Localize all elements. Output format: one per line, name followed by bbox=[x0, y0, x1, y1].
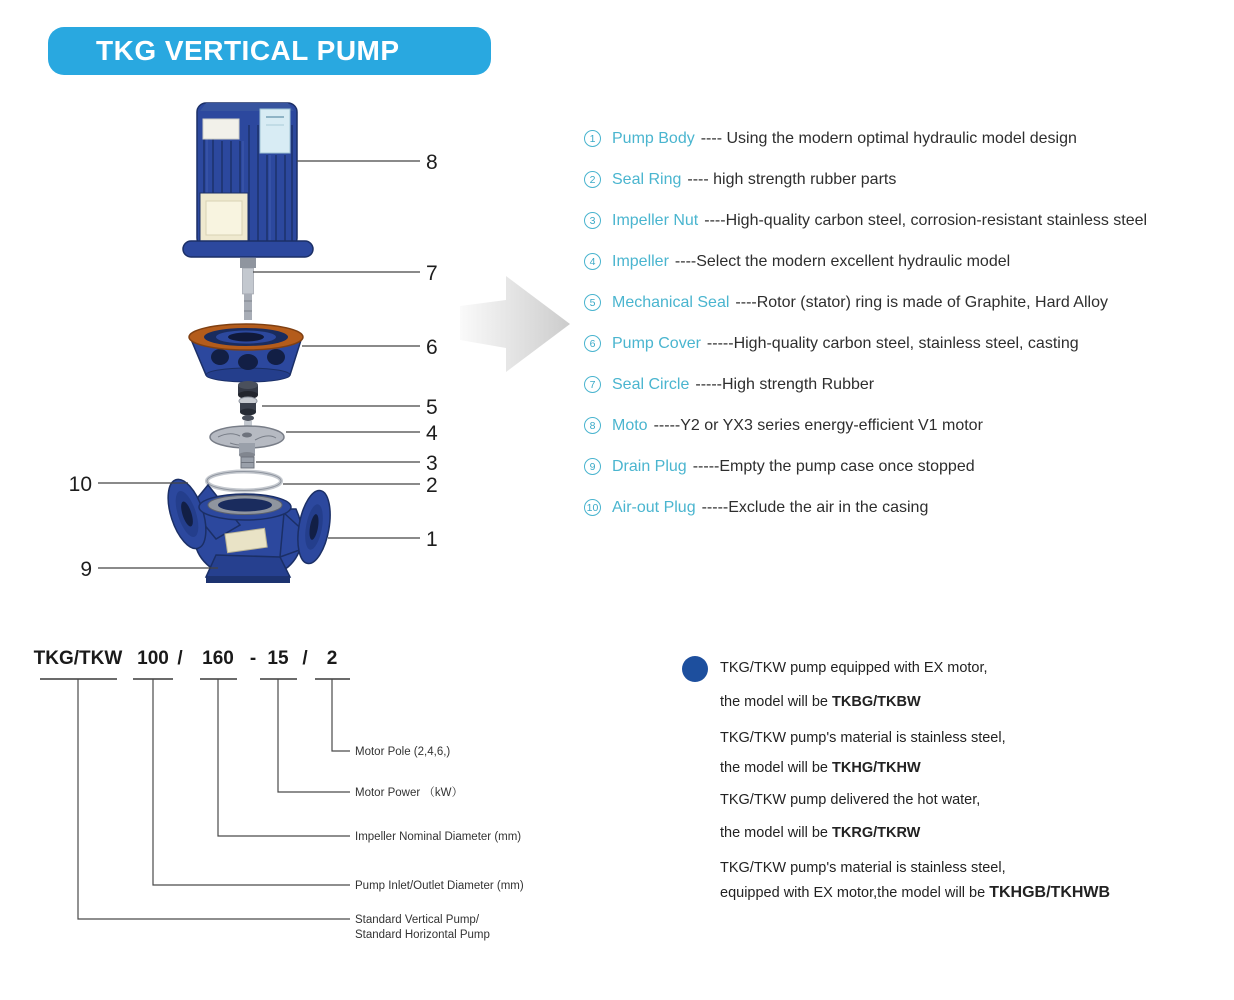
part-description: ----Rotor (stator) ring is made of Graphite, Hard Alloy bbox=[735, 293, 1108, 311]
mechanical-seal bbox=[238, 381, 258, 421]
part-row-2 bbox=[584, 159, 1234, 200]
label-pump-type-2: Standard Horizontal Pump bbox=[355, 929, 490, 941]
part-name: Impeller bbox=[612, 252, 669, 270]
part-name: Seal Circle bbox=[612, 375, 690, 393]
part-row-4 bbox=[584, 241, 1234, 282]
callout-8: 8 bbox=[426, 151, 438, 174]
note-text: the model will be bbox=[720, 760, 833, 776]
part-row-3 bbox=[584, 200, 1234, 241]
code-inlet: 100 bbox=[137, 648, 169, 669]
callout-6: 6 bbox=[426, 336, 438, 359]
code-sep-2: - bbox=[249, 648, 257, 669]
motor-illustration bbox=[183, 103, 313, 257]
part-name: Moto bbox=[612, 416, 648, 434]
label-inlet-diameter: Pump Inlet/Outlet Diameter (mm) bbox=[355, 880, 524, 892]
part-description: ---- high strength rubber parts bbox=[687, 170, 897, 188]
model-notes bbox=[672, 652, 1172, 922]
code-connectors bbox=[78, 679, 350, 919]
part-description: ----High-quality carbon steel, corrosion-resistant stainless steel bbox=[704, 211, 1148, 229]
part-row-5 bbox=[584, 282, 1234, 323]
note-3-line-1: TKG/TKW pump delivered the hot water, bbox=[720, 792, 981, 808]
code-sep-3: / bbox=[302, 648, 308, 669]
impeller-nut bbox=[241, 457, 254, 468]
model-code-diagram bbox=[20, 630, 620, 960]
note-3-line-2 bbox=[720, 823, 920, 843]
callout-2: 2 bbox=[426, 474, 438, 497]
part-number-badge: 6 bbox=[584, 335, 601, 352]
seal-ring bbox=[207, 472, 281, 491]
note-2-line-2 bbox=[720, 758, 921, 778]
part-description: -----Empty the pump case once stopped bbox=[692, 457, 975, 475]
part-number-badge: 8 bbox=[584, 417, 601, 434]
motor-shaft bbox=[240, 258, 256, 320]
note-model-code: TKHGB/TKHWB bbox=[989, 884, 1111, 901]
part-number-badge: 1 bbox=[584, 130, 601, 147]
note-text: the model will be bbox=[720, 694, 833, 710]
impeller bbox=[210, 421, 284, 458]
title-banner bbox=[48, 27, 491, 75]
note-model-code: TKBG/TKBW bbox=[832, 694, 921, 710]
part-description: -----High strength Rubber bbox=[695, 375, 875, 393]
part-description: ---- Using the modern optimal hydraulic model design bbox=[700, 129, 1077, 147]
part-row-8 bbox=[584, 405, 1234, 446]
note-4-line-2 bbox=[720, 883, 1110, 903]
label-impeller-diameter: Impeller Nominal Diameter (mm) bbox=[355, 831, 522, 843]
callout-9: 9 bbox=[80, 558, 92, 581]
callout-5: 5 bbox=[426, 396, 438, 419]
part-name: Impeller Nut bbox=[612, 211, 699, 229]
part-row-9 bbox=[584, 446, 1234, 487]
part-number-badge: 4 bbox=[584, 253, 601, 270]
callout-3: 3 bbox=[426, 452, 438, 475]
note-text: the model will be bbox=[720, 825, 833, 841]
motor-base-flange bbox=[183, 241, 313, 257]
label-motor-pole: Motor Pole (2,4,6,) bbox=[355, 746, 451, 758]
code-series: TKG/TKW bbox=[33, 648, 123, 669]
part-number-badge: 10 bbox=[584, 499, 601, 516]
motor-side-label bbox=[260, 109, 290, 153]
part-name: Drain Plug bbox=[612, 457, 687, 475]
part-row-7 bbox=[584, 364, 1234, 405]
part-row-6 bbox=[584, 323, 1234, 364]
part-name: Air-out Plug bbox=[612, 498, 696, 516]
code-sep-1: / bbox=[177, 648, 183, 669]
note-model-code: TKHG/TKHW bbox=[832, 760, 921, 776]
part-number-badge: 7 bbox=[584, 376, 601, 393]
part-number-badge: 2 bbox=[584, 171, 601, 188]
note-1-line-1: TKG/TKW pump equipped with EX motor, bbox=[720, 660, 988, 676]
model-code-segments bbox=[34, 648, 338, 669]
code-power: 15 bbox=[267, 648, 289, 669]
part-description: ----Select the modern excellent hydraulic model bbox=[674, 252, 1011, 270]
motor-top-label bbox=[203, 119, 239, 139]
part-number-badge: 9 bbox=[584, 458, 601, 475]
pump-base-foot bbox=[206, 555, 290, 577]
right-arrow-icon bbox=[458, 268, 578, 380]
part-number-badge: 5 bbox=[584, 294, 601, 311]
page-title: TKG VERTICAL PUMP bbox=[96, 35, 400, 66]
part-description: -----Y2 or YX3 series energy-efficient V1 motor bbox=[653, 416, 983, 434]
parts-list bbox=[584, 118, 1234, 528]
code-pole: 2 bbox=[326, 648, 338, 669]
label-pump-type-1: Standard Vertical Pump/ bbox=[355, 914, 480, 926]
part-number-badge: 3 bbox=[584, 212, 601, 229]
note-1-line-2 bbox=[720, 692, 921, 712]
part-description: -----High-quality carbon steel, stainless steel, casting bbox=[706, 334, 1079, 352]
part-row-10 bbox=[584, 487, 1234, 528]
note-2-line-1: TKG/TKW pump's material is stainless steel, bbox=[720, 730, 1006, 746]
callout-7: 7 bbox=[426, 262, 438, 285]
callout-4: 4 bbox=[426, 422, 438, 445]
note-model-code: TKRG/TKRW bbox=[832, 825, 921, 841]
part-name: Mechanical Seal bbox=[612, 293, 730, 311]
note-text: equipped with EX motor,the model will be bbox=[720, 885, 990, 901]
callout-1: 1 bbox=[426, 528, 438, 551]
code-impeller: 160 bbox=[202, 648, 234, 669]
callout-10: 10 bbox=[68, 473, 92, 496]
part-description: -----Exclude the air in the casing bbox=[701, 498, 929, 516]
part-name: Seal Ring bbox=[612, 170, 682, 188]
note-4-line-1: TKG/TKW pump's material is stainless steel, bbox=[720, 860, 1006, 876]
part-row-1 bbox=[584, 118, 1234, 159]
label-motor-power: Motor Power （kW） bbox=[355, 787, 463, 799]
pump-exploded-figure bbox=[40, 95, 460, 595]
part-name: Pump Body bbox=[612, 129, 695, 147]
code-labels bbox=[355, 746, 524, 941]
bullet-icon bbox=[682, 656, 708, 682]
pump-cover bbox=[189, 324, 303, 382]
part-name: Pump Cover bbox=[612, 334, 701, 352]
